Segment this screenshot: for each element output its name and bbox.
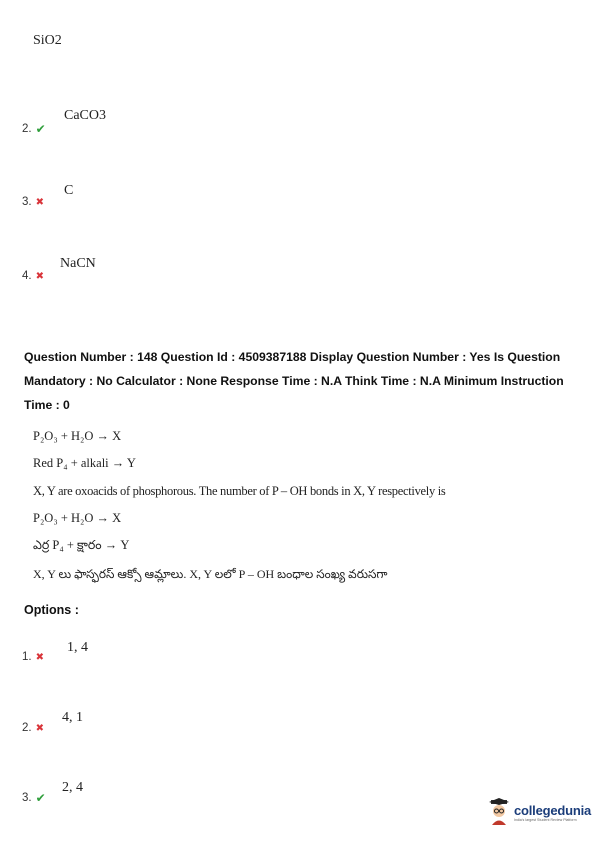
question-equation-1: P₂O₃ + H₂O → X: [33, 429, 122, 443]
question-header: [24, 345, 584, 417]
cross-icon: ✖: [35, 722, 44, 734]
option-number-label: 3.: [22, 196, 32, 208]
question-statement-telugu: X, Y లు ఫాస్ఫరస్ ఆక్సో ఆమ్లాలు. X, Y లలో P – OH బంధాల సంఖ్య వరుసగా: [33, 567, 388, 581]
question-equation-2: Red P₄ + alkali → Y: [33, 456, 136, 470]
option-text-2: 4, 1: [62, 710, 83, 725]
option-number-prev-2: [22, 122, 46, 136]
question-equation-1-telugu: P₂O₃ + H₂O → X: [33, 511, 122, 525]
question-equation-2-telugu: ఎర్ర P₄ + క్షారం → Y: [33, 538, 130, 552]
option-text-prev-1: SiO2: [33, 33, 62, 48]
check-icon: ✔: [35, 791, 46, 805]
option-text-3: 2, 4: [62, 780, 83, 795]
options-label: Options :: [24, 603, 79, 617]
cross-icon: ✖: [35, 651, 44, 663]
option-number-1: [22, 651, 44, 663]
option-number-label: 3.: [22, 792, 32, 804]
question-header-line: Question Number : 148 Question Id : 4509387188 Display Question Number : Yes Is Question: [24, 350, 561, 364]
option-text-prev-2: CaCO3: [64, 108, 106, 123]
question-header-line: Mandatory : No Calculator : None Response Time : N.A Think Time : N.A Minimum Instruction: [24, 374, 564, 388]
option-number-label: 2.: [22, 722, 32, 734]
logo-brand: collegedunia: [514, 802, 592, 818]
cross-icon: ✖: [35, 270, 44, 282]
option-number-label: 1.: [22, 651, 32, 663]
option-number-3: [22, 791, 46, 805]
option-number-prev-4: [22, 270, 44, 282]
option-number-label: 2.: [22, 123, 32, 135]
logo-tagline: India's largest Student Review Platform: [514, 817, 577, 822]
option-number-prev-3: [22, 196, 44, 208]
mascot-icon: [488, 798, 510, 826]
cross-icon: ✖: [35, 196, 44, 208]
option-number-label: 4.: [22, 270, 32, 282]
option-text-prev-4: NaCN: [60, 256, 96, 271]
option-number-2: [22, 722, 44, 734]
question-header-line: Time : 0: [24, 398, 70, 412]
option-text-prev-3: C: [64, 183, 74, 198]
check-icon: ✔: [35, 122, 46, 136]
collegedunia-logo: [488, 798, 591, 826]
option-text-1: 1, 4: [67, 640, 88, 655]
question-statement: X, Y are oxoacids of phosphorous. The number of P – OH bonds in X, Y respectively is: [33, 484, 446, 498]
